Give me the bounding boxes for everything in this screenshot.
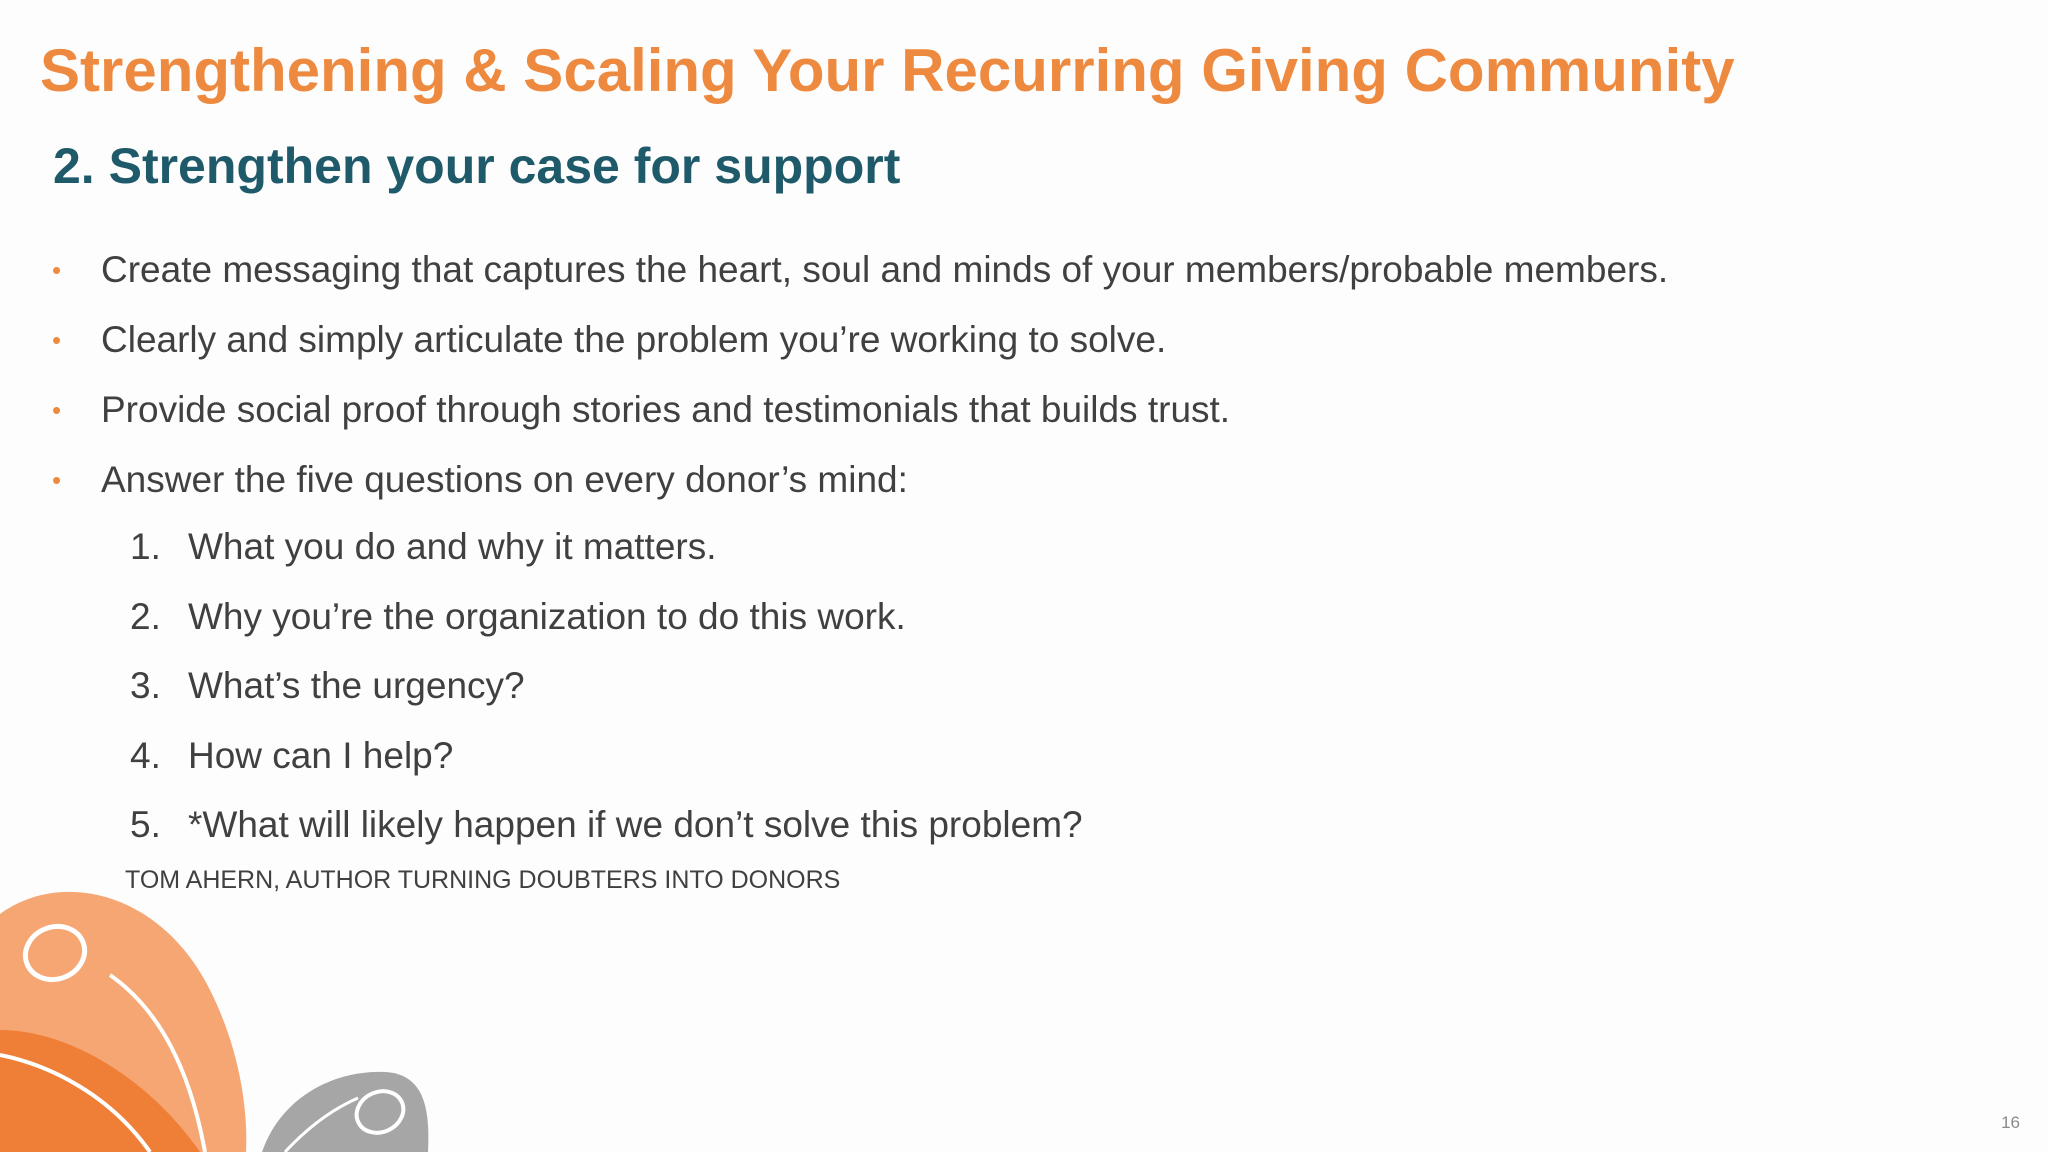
question-text: *What will likely happen if we don’t solve this problem? [188,804,1083,845]
bullet-text: Create messaging that captures the heart, soul and minds of your members/probable members. [101,249,1669,290]
quote-attribution: TOM AHERN, AUTHOR TURNING DOUBTERS INTO DONORS [125,866,841,894]
slide-subtitle: 2. Strengthen your case for support [53,138,901,194]
bullet-text: Clearly and simply articulate the problem you’re working to solve. [101,319,1167,360]
question-number: 4. [130,734,161,776]
bullet-marker: • [52,465,62,495]
bullet-marker: • [52,255,62,285]
question-text: What you do and why it matters. [188,526,717,567]
question-text: What’s the urgency? [188,665,525,706]
question-number: 2. [130,595,161,637]
question-text: Why you’re the organization to do this work. [188,595,906,637]
bullet-marker: • [52,395,62,425]
bullet-marker: • [52,325,62,355]
question-number: 5. [130,804,161,845]
leaf-decoration [0,880,460,1152]
question-number: 1. [130,526,161,567]
bullet-text: Answer the five questions on every donor’s mind: [101,459,908,500]
question-text: How can I help? [188,734,454,776]
question-number: 3. [130,665,161,706]
page-number: 16 [2001,1113,2020,1132]
slide-title: Strengthening & Scaling Your Recurring Giving Community [40,37,1735,104]
bullet-text: Provide social proof through stories and testimonials that builds trust. [101,389,1231,430]
